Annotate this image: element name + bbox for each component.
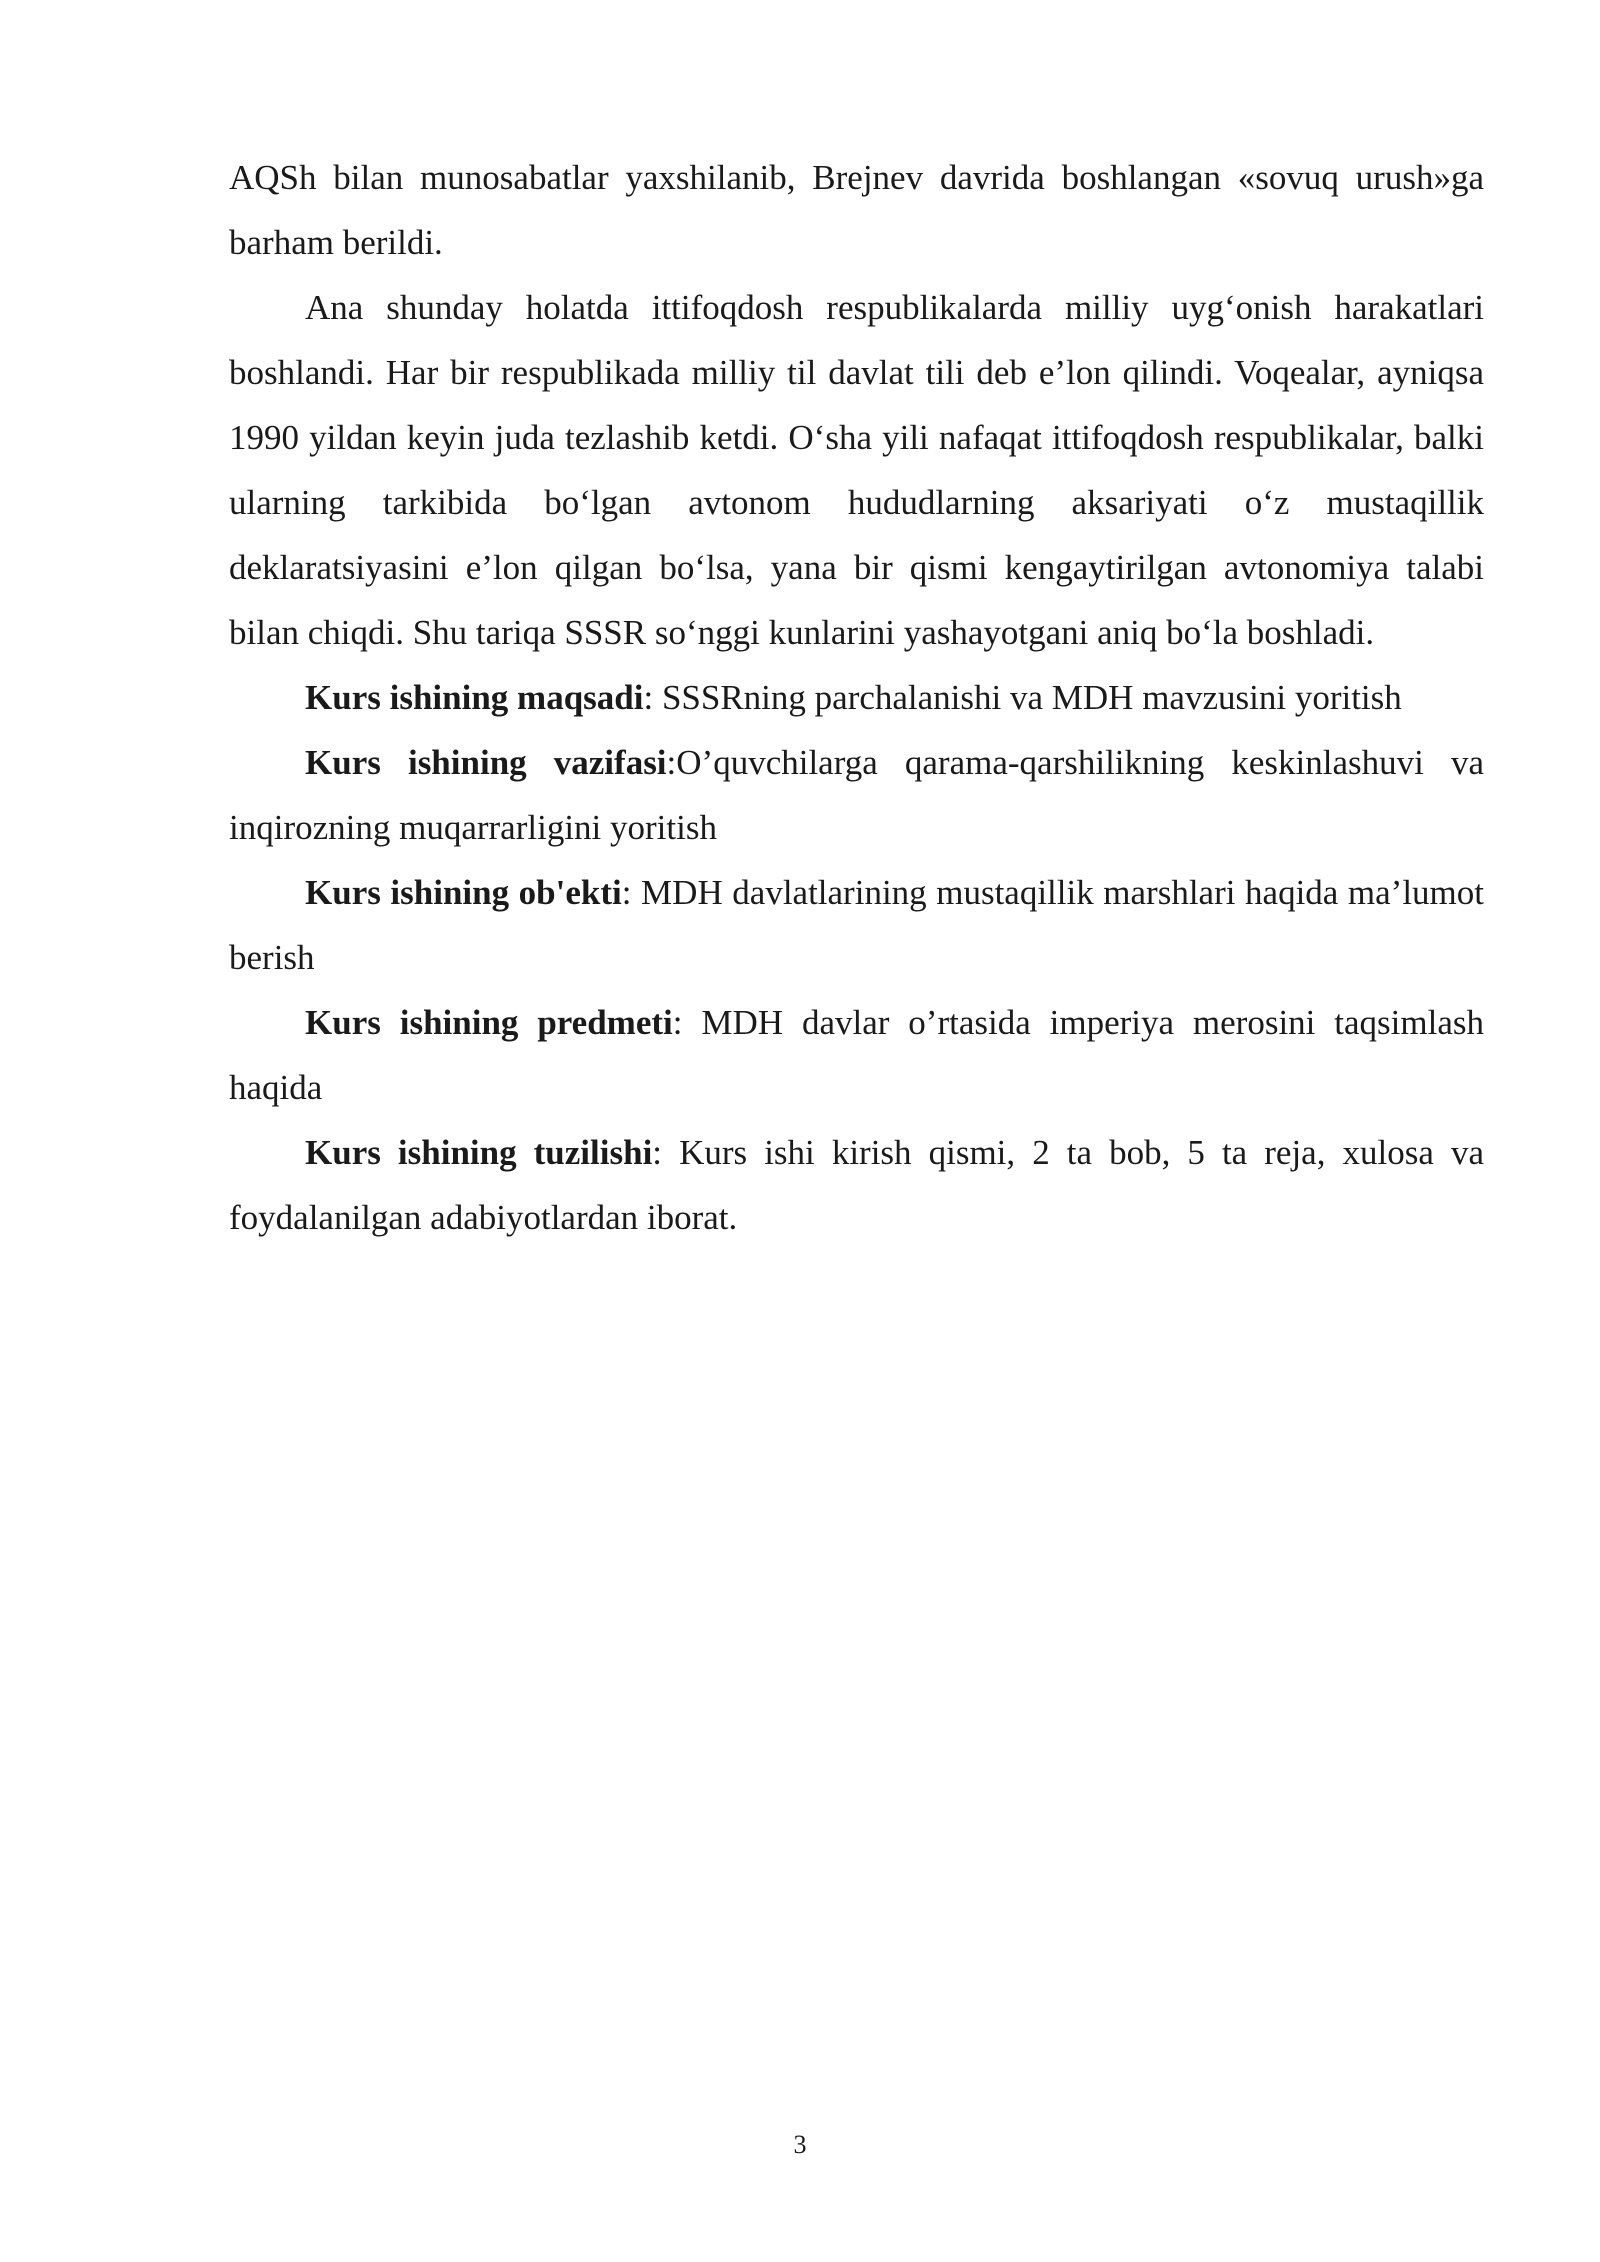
paragraph-text: : Kurs ishi kirish qismi, 2 ta bob, 5 ta reja, xulosa va foydalanilgan adabiyotlardan iborat. (229, 1133, 1484, 1237)
paragraph-course-subject (229, 990, 1484, 1120)
page-number: 3 (793, 2130, 807, 2159)
paragraph-lead: Kurs ishining tuzilishi (305, 1133, 653, 1172)
paragraph-text: :O’quvchilarga qarama-qarshilikning keskinlashuvi va inqirozning muqarrarligini yoritish (229, 743, 1485, 847)
paragraph-lead: Kurs ishining vazifasi (305, 743, 667, 782)
paragraph-lead: Kurs ishining maqsadi (305, 678, 644, 717)
paragraph-text: : MDH davlar o’rtasida imperiya merosini taqsimlash haqida (229, 1003, 1484, 1107)
paragraph-lead: Kurs ishining predmeti (305, 1003, 673, 1042)
paragraph-lead: Kurs ishining ob'ekti (305, 873, 622, 912)
paragraph-course-task (229, 730, 1484, 860)
paragraph-continuation (229, 145, 1484, 275)
paragraph-text: : MDH davlatlarining mustaqillik marshlari haqida ma’lumot berish (229, 873, 1484, 977)
paragraph-course-structure (229, 1120, 1484, 1250)
paragraph-text: : SSSRning parchalanishi va MDH mavzusini yoritish (643, 678, 1402, 717)
page-body (229, 145, 1484, 1250)
paragraph-course-goal (229, 665, 1484, 730)
paragraph-text: AQSh bilan munosabatlar yaxshilanib, Brejnev davrida boshlangan «sovuq urush»ga barham berildi. (229, 158, 1484, 262)
paragraph-national-awakening (229, 275, 1484, 665)
paragraph-course-object (229, 860, 1484, 990)
paragraph-text: Ana shunday holatda ittifoqdosh respublikalarda milliy uyg‘onish harakatlari boshlandi. Har bir respublikada milliy til davlat tili deb e’lon qilindi. Voqealar, ayniqsa 1990 yildan keyin juda tezlashib ketdi. O‘sha yili nafaqat ittifoqdosh respublikalar, balki ularning tarkibida bo‘lgan avtonom hududlarning aksariyati o‘z mustaqillik deklaratsiyasini e’lon qilgan bo‘lsa, yana bir qismi kengaytirilgan avtonomiya talabi bilan chiqdi. Shu tariqa SSSR so‘nggi kunlarini yashayotgani aniq bo‘la boshladi. (229, 288, 1484, 652)
